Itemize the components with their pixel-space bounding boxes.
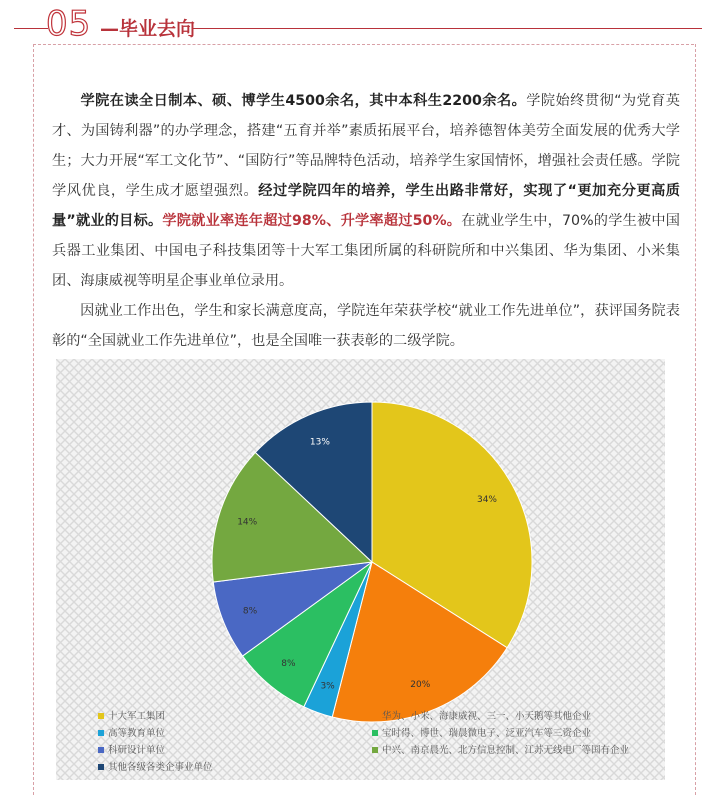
legend-swatch-2 bbox=[372, 713, 378, 719]
legend-item-7 bbox=[98, 761, 213, 773]
section-number: 05 bbox=[46, 4, 92, 44]
legend-label-2: 华为、小米、海康威视、三一、小天鹅等其他企业 bbox=[382, 711, 592, 722]
legend-swatch-3 bbox=[98, 730, 104, 736]
employment-pie-chart bbox=[56, 359, 665, 780]
pie-label-4: 8% bbox=[281, 659, 296, 670]
legend-item-2 bbox=[372, 710, 592, 722]
paragraph-2 bbox=[52, 296, 680, 356]
legend-item-1 bbox=[98, 710, 165, 722]
legend-item-3 bbox=[98, 727, 166, 739]
legend-swatch-1 bbox=[98, 713, 104, 719]
p2-text: 因就业工作出色，学生和家长满意度高，学院连年荣获学校“就业工作先进单位”，获评国务院表彰的“全国就业工作先进单位”，也是全国唯一获表彰的二级学院。 bbox=[52, 303, 680, 349]
pie-label-3: 3% bbox=[320, 681, 335, 692]
header-rule-right bbox=[192, 28, 702, 29]
header-rule-left bbox=[14, 28, 48, 29]
legend-label-1: 十大军工集团 bbox=[108, 711, 166, 722]
pie-label-2: 20% bbox=[410, 680, 431, 690]
section-title: —毕业去向 bbox=[100, 18, 196, 40]
legend-label-3: 高等教育单位 bbox=[108, 728, 166, 739]
legend-swatch-7 bbox=[98, 764, 104, 770]
legend-label-4: 宝时得、博世、瑞晨微电子、泛亚汽车等三资企业 bbox=[382, 728, 592, 739]
p1-sentence-3: 经过学院四年的培养，学生出路非常好，实现了“更加充分更高质量”就业的目标。 bbox=[52, 183, 680, 229]
legend-swatch-5 bbox=[98, 747, 104, 753]
pie-label-5: 8% bbox=[242, 606, 258, 617]
pie-label-1: 34% bbox=[476, 494, 498, 505]
legend-label-7: 其他各级各类企事业单位 bbox=[108, 762, 213, 773]
legend-label-5: 科研设计单位 bbox=[108, 745, 166, 756]
pie-slices bbox=[212, 402, 532, 722]
p1-highlight: 学院就业率连年超过98%、升学率超过50%。 bbox=[162, 213, 462, 229]
pie-label-7: 13% bbox=[309, 437, 330, 448]
legend-label-6: 中兴、南京晨光、北方信息控制、江苏无线电厂等国有企业 bbox=[382, 745, 630, 756]
pie-label-6: 14% bbox=[237, 517, 258, 528]
legend-swatch-4 bbox=[372, 730, 378, 736]
legend-item-5 bbox=[98, 744, 166, 756]
p1-sentence-1: 学院在读全日制本、硕、博学生4500余名，其中本科生2200余名。 bbox=[80, 93, 527, 109]
p1-sentence-5: 在就业学生中，70%的学生被中国兵器工业集团、中国电子科技集团等十大军工集团所属的科研院所和中兴集团、华为集团、小米集团、海康威视等明星企事业单位录用。 bbox=[52, 213, 680, 289]
paragraph-1 bbox=[52, 86, 680, 296]
legend-item-4 bbox=[372, 727, 592, 739]
legend-swatch-6 bbox=[372, 747, 378, 753]
p1-sentence-2: 学院始终贯彻“为党育英才、为国铸利器”的办学理念，搭建“五育并举”素质拓展平台，培养德智体美劳全面发展的优秀大学生；大力开展“军工文化节”、“国防行”等品牌特色活动，培养学生家国情怀，增强社会责任感。学院学风优良，学生成才愿望强烈。 bbox=[52, 93, 680, 199]
legend-item-6 bbox=[372, 744, 630, 756]
